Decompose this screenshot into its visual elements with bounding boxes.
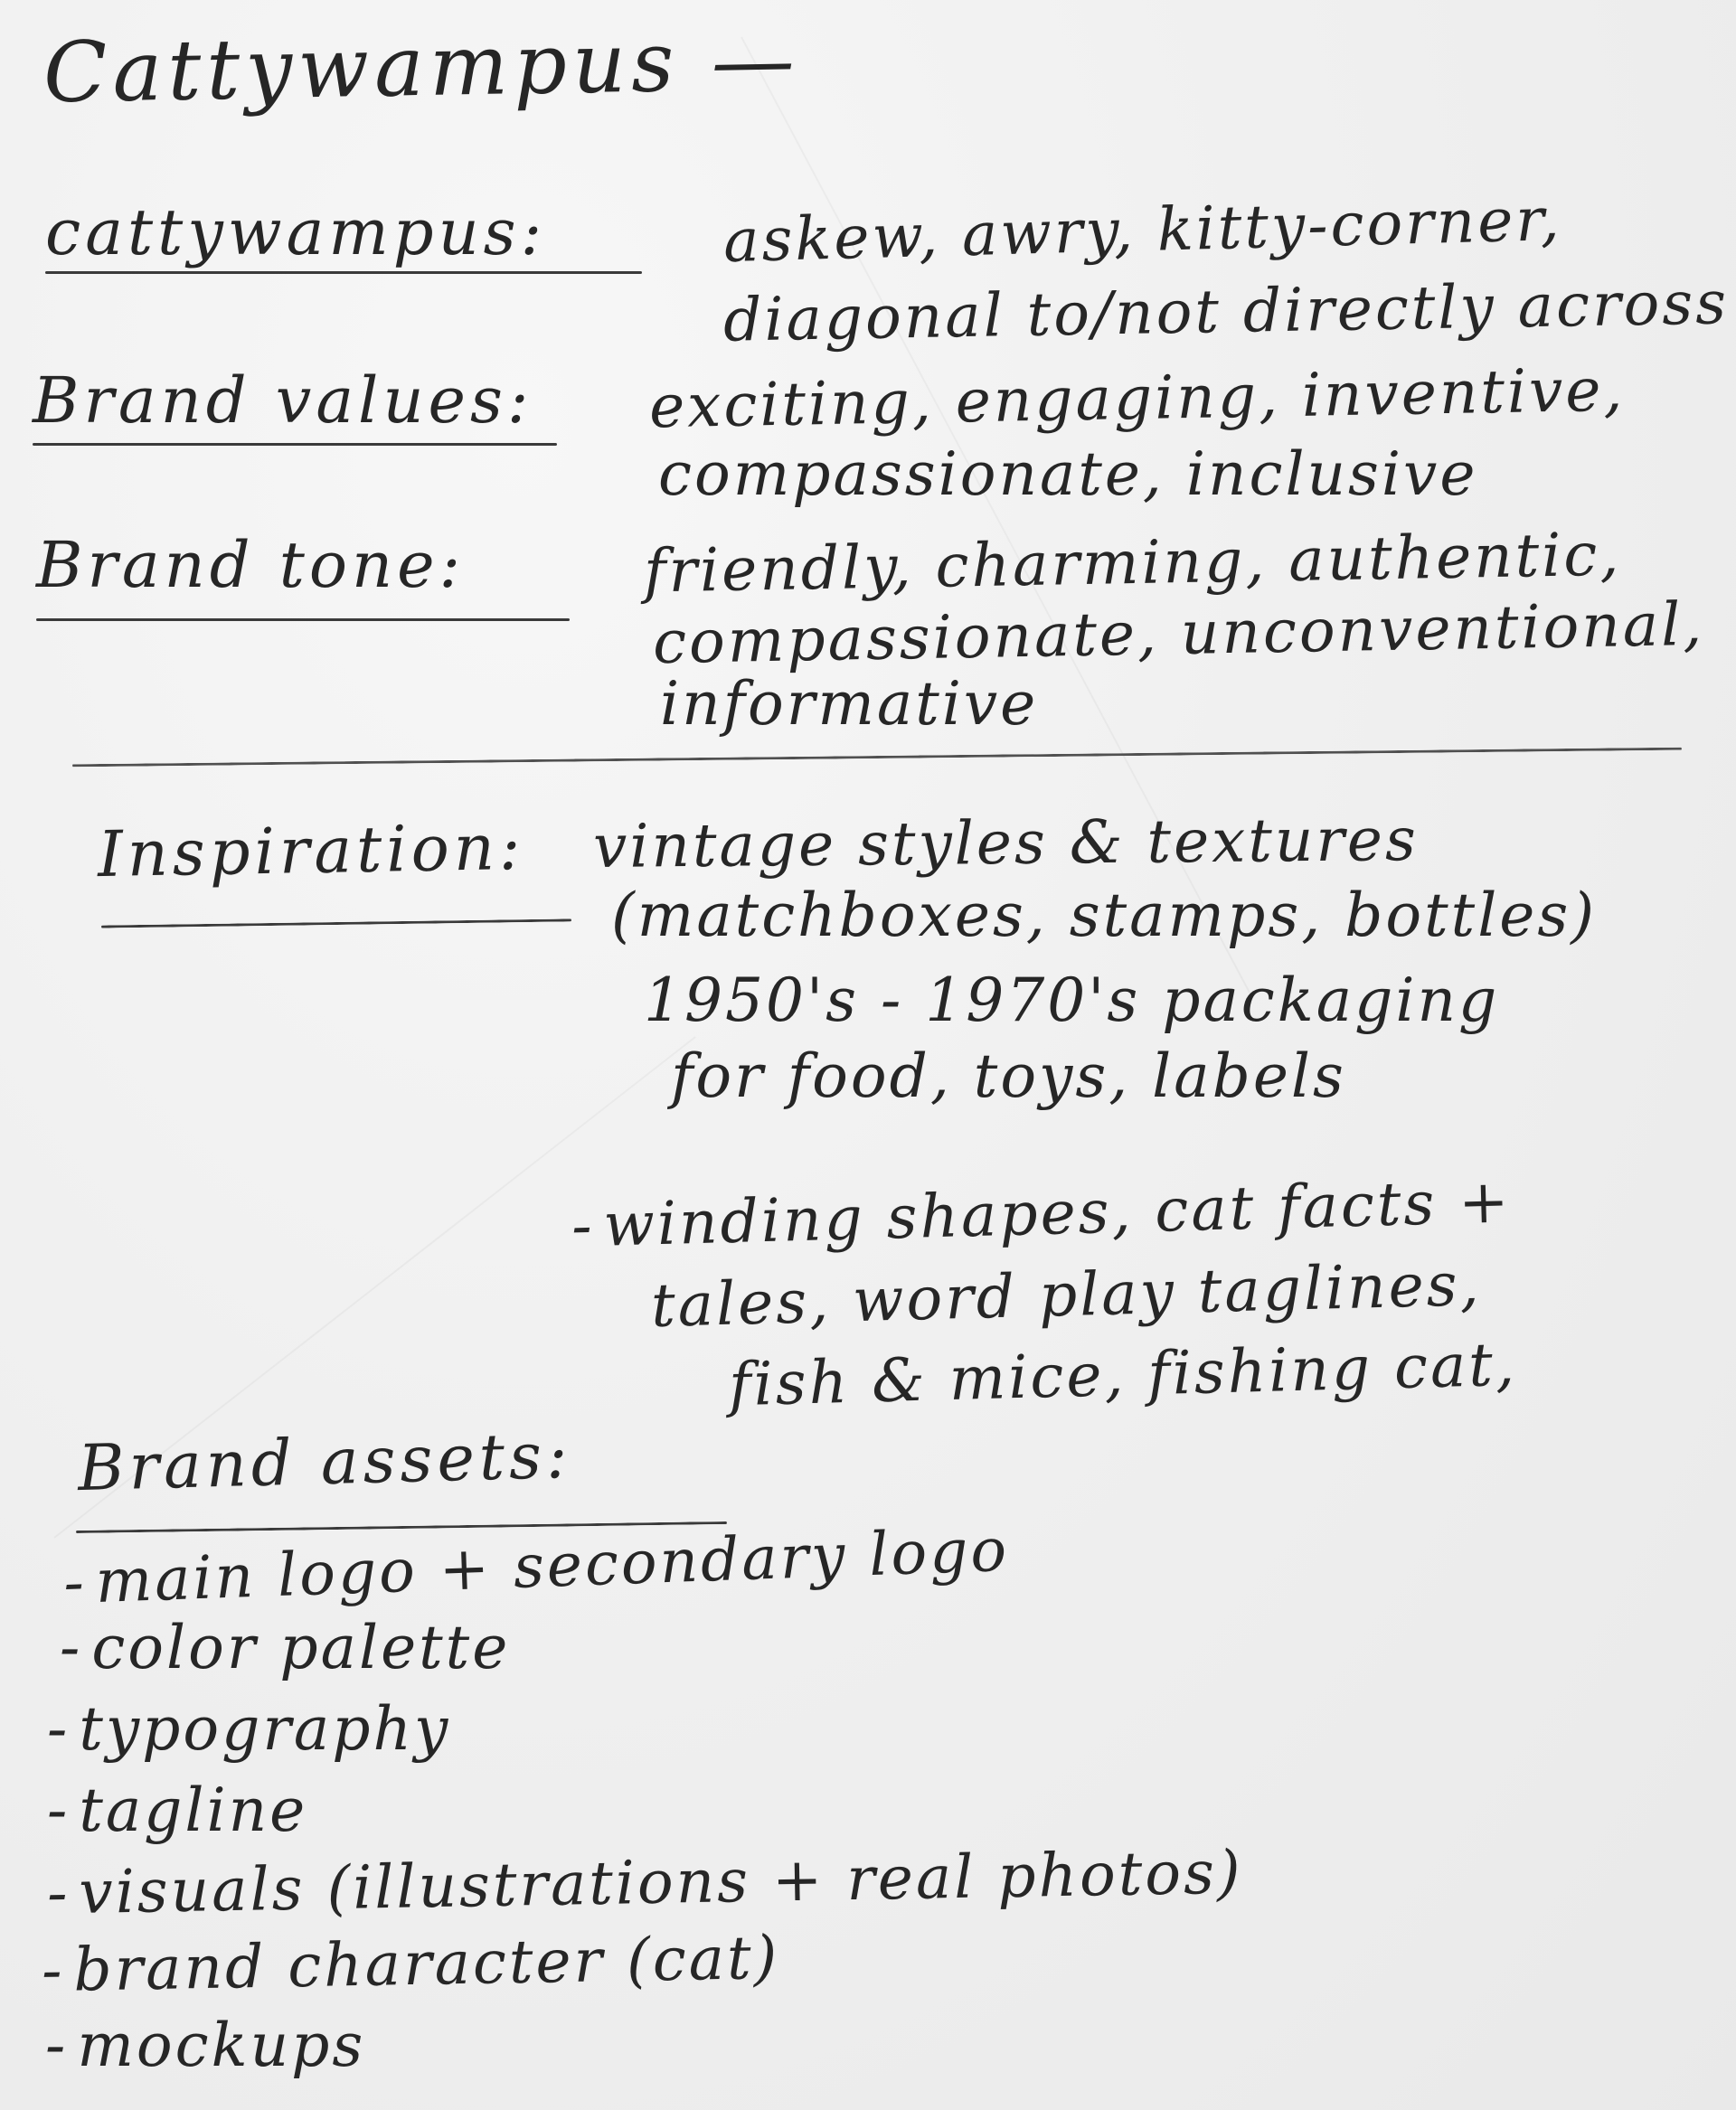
inspiration-line: 1950's - 1970's packaging [644,966,1500,1035]
brand-values-label: Brand values: [33,363,533,438]
inspiration-underline [101,918,571,928]
bullet-dash: - [46,1858,71,1928]
brand-assets-label: Brand assets: [77,1418,573,1506]
asset-item-label: color palette [91,1613,511,1682]
brand-tone-line: friendly, charming, authentic, [643,519,1622,607]
inspiration-label: Inspiration: [97,809,526,892]
asset-item-label: typography [79,1694,451,1764]
asset-list-item [61,1514,1011,1618]
brand-tone-underline [36,618,570,621]
brand-values-line: exciting, engaging, inventive, [648,354,1626,442]
bullet-dash: - [47,1776,71,1845]
inspiration-bullet-item [571,1166,1513,1261]
inspiration-line: vintage styles & textures [592,805,1420,881]
asset-item-label: main logo + secondary logo [94,1514,1011,1617]
brand-tone-line: informative [660,669,1039,739]
section-divider [72,748,1682,768]
asset-list-item [60,1613,511,1682]
asset-list-item [41,1922,780,2006]
inspiration-bullet-line: tales, word play taglines, [650,1248,1483,1342]
brand-tone-label: Brand tone: [36,528,466,602]
brand-values-line: compassionate, inclusive [658,439,1478,509]
asset-item-label: mockups [77,2011,366,2080]
brand-tone-line: compassionate, unconventional, [652,589,1705,678]
page-title: Cattywampus — [42,11,801,122]
inspiration-line: (matchboxes, stamps, bottles) [611,881,1597,950]
definition-underline [45,271,642,274]
definition-line: askew, awry, kitty-corner, [722,184,1563,277]
asset-list-item [47,1776,308,1845]
bullet-dash: - [61,1547,88,1618]
asset-item-label: brand character (cat) [72,1922,780,2005]
brand-values-underline [33,443,557,446]
definition-label: cattywampus: [45,195,547,269]
asset-item-label: tagline [79,1776,308,1845]
inspiration-bullet-line: fish & mice, fishing cat, [728,1329,1518,1420]
asset-list-item [46,1837,1244,1928]
bullet-dash: - [60,1613,83,1682]
asset-item-label: visuals (illustrations + real photos) [78,1837,1244,1927]
definition-line: diagonal to/not directly across [722,268,1730,355]
asset-list-item [47,1694,451,1764]
inspiration-bullet-line: winding shapes, cat facts + [602,1166,1513,1260]
bullet-dash: - [571,1190,596,1261]
inspiration-line: for food, toys, labels [671,1041,1346,1111]
bullet-dash: - [45,2011,69,2080]
bullet-dash: - [41,1935,66,2006]
bullet-dash: - [47,1694,71,1764]
asset-list-item [45,2011,366,2080]
